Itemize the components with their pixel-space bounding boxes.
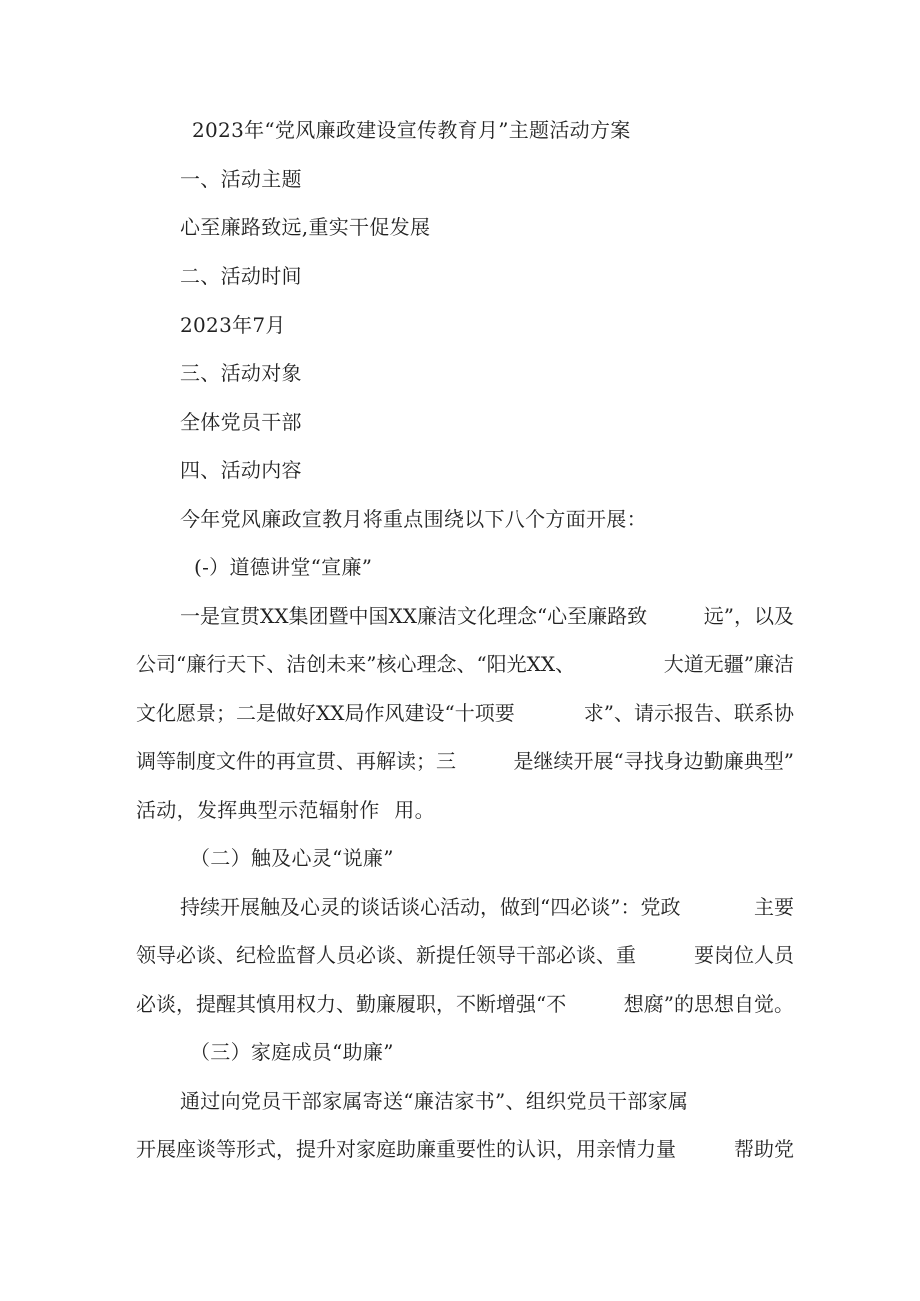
text-segment: 领导必谈、纪检监督人员必谈、新提任领导干部必谈、重 — [136, 943, 636, 967]
paragraph: 心至廉路致远,重实干促发展 — [180, 215, 431, 239]
paragraph: 今年党风廉政宣教月将重点围绕以下八个方面开展： — [180, 507, 647, 531]
paragraph-line — [180, 893, 794, 921]
subsection-heading: （三）家庭成员“助廉” — [190, 1040, 394, 1064]
section-heading: 二、活动时间 — [180, 264, 302, 288]
paragraph-line — [136, 990, 794, 1018]
text-segment: 持续开展触及心灵的谈话谈心活动，做到“四必谈”：党政 — [180, 895, 681, 919]
text-segment: 用。 — [394, 798, 435, 822]
text-segment: 开展座谈等形式，提升对家庭助廉重要性的认识，用亲情力量 — [136, 1137, 676, 1161]
paragraph-line — [136, 699, 794, 727]
section-heading: 一、活动主题 — [180, 167, 302, 191]
text-segment: 帮助党 — [734, 1137, 794, 1161]
paragraph: 全体党员干部 — [180, 410, 302, 434]
text-segment: 远”，以及 — [703, 604, 794, 628]
text-segment: 公司“廉行天下、洁创未来”核心理念、“阳光XX、 — [136, 652, 576, 676]
text-segment: 一是宣贯XX集团暨中国XX廉洁文化理念“心至廉路致 — [180, 604, 648, 628]
subsection-heading: （二）触及心灵“说廉” — [190, 846, 394, 870]
text-segment: 主要 — [754, 895, 794, 919]
text-segment: 必谈，提醒其慎用权力、勤廉履职，不断增强“不 — [136, 992, 567, 1016]
text-segment: 求”、请示报告、联系协 — [583, 701, 794, 725]
section-heading: 四、活动内容 — [180, 458, 302, 482]
paragraph-line: 通过向党员干部家属寄送“廉洁家书”、组织党员干部家属 — [180, 1089, 689, 1113]
paragraph-line — [136, 650, 794, 678]
text-segment: 要岗位人员 — [694, 943, 794, 967]
text-segment: 想腐”的思想自觉。 — [623, 992, 794, 1016]
text-segment: 大道无疆”廉洁 — [663, 652, 794, 676]
subsection-heading: (-）道德讲堂“宣廉” — [194, 555, 373, 579]
document-title: 2023年“党风廉政建设宣传教育月”主题活动方案 — [192, 118, 631, 142]
paragraph-line — [136, 941, 794, 969]
text-segment: 是继续开展“寻找身边勤廉典型” — [513, 749, 794, 773]
text-segment: 活动，发挥典型示范辐射作 — [136, 798, 380, 822]
section-heading: 三、活动对象 — [180, 361, 302, 385]
text-segment: 文化愿景；二是做好XX局作风建设“十项要 — [136, 701, 515, 725]
text-segment: 调等制度文件的再宣贯、再解读；三 — [136, 749, 456, 773]
paragraph-line — [180, 602, 794, 630]
paragraph: 2023年7月 — [180, 313, 286, 337]
paragraph-line — [136, 1135, 794, 1163]
paragraph-line — [136, 747, 794, 775]
paragraph-line — [136, 796, 435, 824]
